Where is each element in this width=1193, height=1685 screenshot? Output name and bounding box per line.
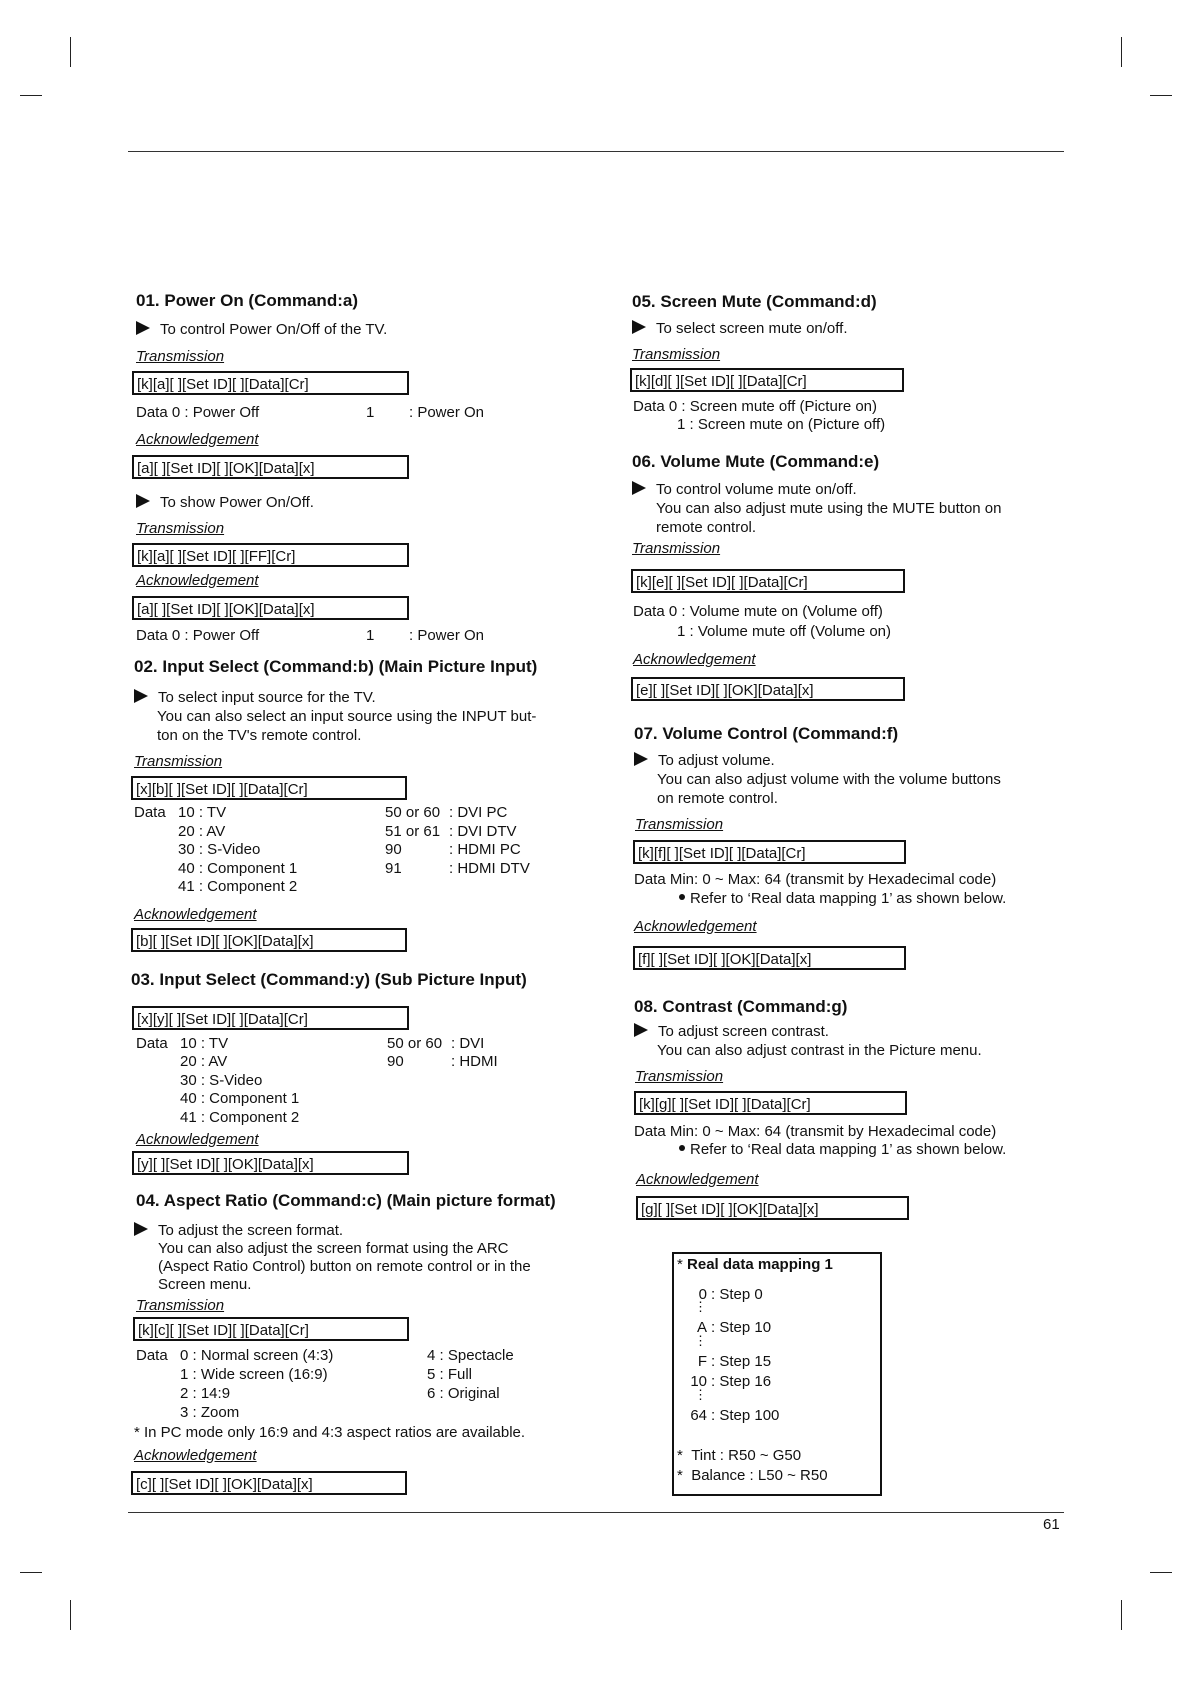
triangle-bullet-icon <box>134 1222 148 1236</box>
bullet-dot-icon <box>679 1145 685 1151</box>
triangle-bullet-icon <box>634 752 648 766</box>
crop-mark <box>20 1572 42 1573</box>
section-03-data-label: Data <box>136 1035 168 1052</box>
section-06-ack-label: Acknowledgement <box>633 651 756 668</box>
mapping-vdots: ⋮ <box>694 1299 707 1314</box>
page-number: 61 <box>1043 1516 1060 1533</box>
section-04-transmission-label: Transmission <box>136 1297 225 1314</box>
section-04-ack-label: Acknowledgement <box>134 1447 257 1464</box>
section-01-data2-on-code: 1 <box>366 627 375 644</box>
section-01-title: 01. Power On (Command:a) <box>136 291 358 310</box>
section-05-data-2: 1 : Screen mute on (Picture off) <box>677 416 886 433</box>
section-08-bullet-1-line-2: You can also adjust contrast in the Picture menu. <box>657 1042 982 1059</box>
section-01-transmission-command: [k][a][ ][Set ID][ ][Data][Cr] <box>132 371 409 395</box>
section-04-bullet-1-line-2: You can also adjust the screen format using the ARC <box>158 1240 509 1257</box>
section-02-data-name: : DVI DTV <box>449 823 517 840</box>
section-05-transmission-command: [k][d][ ][Set ID][ ][Data][Cr] <box>630 368 904 392</box>
section-07-bullet-1-line-3: on remote control. <box>657 790 778 807</box>
section-08-transmission-command: [k][g][ ][Set ID][ ][Data][Cr] <box>634 1091 907 1115</box>
section-03-data-code: 50 or 60 <box>387 1035 443 1052</box>
section-01-data-off: Data 0 : Power Off <box>136 404 260 421</box>
mapping-step: : Step 15 <box>711 1353 772 1370</box>
mapping-vdots: ⋮ <box>694 1333 707 1348</box>
section-07-ack-command: [f][ ][Set ID][ ][OK][Data][x] <box>633 946 906 970</box>
crop-mark <box>20 95 42 96</box>
section-03-title: 03. Input Select (Command:y) (Sub Picture Input) <box>131 970 527 989</box>
section-01-ack-label: Acknowledgement <box>136 431 259 448</box>
section-07-ack-label: Acknowledgement <box>634 918 757 935</box>
section-04-transmission-command: [k][c][ ][Set ID][ ][Data][Cr] <box>133 1317 409 1341</box>
section-04-data-label: Data <box>136 1347 168 1364</box>
section-02-data-item: 40 : Component 1 <box>178 860 298 877</box>
section-01-bullet-2: To show Power On/Off. <box>136 494 314 511</box>
section-03-data-item: 10 : TV <box>180 1035 229 1052</box>
section-02-data-code: 50 or 60 <box>385 804 441 821</box>
crop-mark <box>1121 1600 1122 1630</box>
section-01-data-on: : Power On <box>409 404 485 421</box>
section-03-ack-command: [y][ ][Set ID][ ][OK][Data][x] <box>132 1151 409 1175</box>
section-02-title: 02. Input Select (Command:b) (Main Picture Input) <box>134 657 538 676</box>
mapping-title: * Real data mapping 1 <box>677 1256 833 1273</box>
section-06-transmission-command: [k][e][ ][Set ID][ ][Data][Cr] <box>631 569 905 593</box>
triangle-bullet-icon <box>136 321 150 335</box>
section-01-transmission-label: Transmission <box>136 348 225 365</box>
section-04-data-item: 5 : Full <box>427 1366 473 1383</box>
section-04-data-item: 2 : 14:9 <box>180 1385 231 1402</box>
header-rule <box>128 151 1064 152</box>
section-07-bullet-1: To adjust volume. <box>634 752 775 769</box>
crop-mark <box>1121 37 1122 67</box>
section-04-title: 04. Aspect Ratio (Command:c) (Main picture format) <box>136 1191 556 1210</box>
bullet-dot-icon <box>679 894 685 900</box>
section-06-bullet-1: To control volume mute on/off. <box>632 481 857 498</box>
section-02-data-code: 90 <box>385 841 402 858</box>
section-08-title: 08. Contrast (Command:g) <box>634 997 848 1016</box>
section-02-data-item: 41 : Component 2 <box>178 878 298 895</box>
section-06-title: 06. Volume Mute (Command:e) <box>632 452 880 471</box>
section-02-data-name: : HDMI DTV <box>449 860 530 877</box>
section-03-data-item: 40 : Component 1 <box>180 1090 300 1107</box>
triangle-bullet-icon <box>634 1023 648 1037</box>
section-08-bullet-1: To adjust screen contrast. <box>634 1023 829 1040</box>
section-02-transmission-label: Transmission <box>134 753 223 770</box>
section-05-data-1: Data 0 : Screen mute off (Picture on) <box>633 398 878 415</box>
section-04-data-item: 6 : Original <box>427 1385 500 1402</box>
footer-rule <box>128 1512 1064 1513</box>
mapping-step: : Step 10 <box>711 1319 772 1336</box>
section-02-bullet-1-line-3: ton on the TV's remote control. <box>157 727 362 744</box>
section-03-data-item: 20 : AV <box>180 1053 228 1070</box>
section-08-data-2: Refer to ‘Real data mapping 1’ as shown below. <box>679 1141 1006 1158</box>
real-data-mapping-box <box>672 1252 882 1496</box>
crop-mark <box>1150 1572 1172 1573</box>
section-05-transmission-label: Transmission <box>632 346 721 363</box>
mapping-vdots: ⋮ <box>694 1387 707 1402</box>
section-01-data2-on: : Power On <box>409 627 485 644</box>
crop-mark <box>70 1600 71 1630</box>
mapping-step: : Step 100 <box>711 1407 780 1424</box>
mapping-step: : Step 0 <box>711 1286 763 1303</box>
section-02-data-code: 91 <box>385 860 402 877</box>
section-01-bullet-1: To control Power On/Off of the TV. <box>136 321 387 338</box>
triangle-bullet-icon <box>632 481 646 495</box>
section-03-data-code: 90 <box>387 1053 404 1070</box>
section-01-ack-command: [a][ ][Set ID][ ][OK][Data][x] <box>132 455 409 479</box>
section-05-bullet-1: To select screen mute on/off. <box>632 320 848 337</box>
section-01-data-on-code: 1 <box>366 404 375 421</box>
section-02-data-item: 20 : AV <box>178 823 226 840</box>
section-02-data-name: : DVI PC <box>449 804 508 821</box>
crop-mark <box>1150 95 1172 96</box>
section-05-title: 05. Screen Mute (Command:d) <box>632 292 877 311</box>
section-03-data-name: : DVI <box>451 1035 485 1052</box>
mapping-step: : Step 16 <box>711 1373 772 1390</box>
section-04-bullet-1-line-4: Screen menu. <box>158 1276 252 1293</box>
section-04-bullet-1-line-3: (Aspect Ratio Control) button on remote control or in the <box>158 1258 531 1275</box>
mapping-code: F <box>697 1353 707 1370</box>
triangle-bullet-icon <box>136 494 150 508</box>
section-06-transmission-label: Transmission <box>632 540 721 557</box>
section-04-data-item: 1 : Wide screen (16:9) <box>180 1366 328 1383</box>
section-03-ack-label: Acknowledgement <box>136 1131 259 1148</box>
triangle-bullet-icon <box>632 320 646 334</box>
section-02-bullet-1: To select input source for the TV. <box>134 689 376 706</box>
mapping-code: 0 <box>698 1286 707 1303</box>
section-06-data-2: 1 : Volume mute off (Volume on) <box>677 623 892 640</box>
section-08-data-1: Data Min: 0 ~ Max: 64 (transmit by Hexadecimal code) <box>634 1123 997 1140</box>
section-02-bullet-1-line-2: You can also select an input source using the INPUT but- <box>157 708 537 725</box>
section-06-bullet-1-line-3: remote control. <box>656 519 757 536</box>
section-04-bullet-1: To adjust the screen format. <box>134 1222 343 1239</box>
section-07-transmission-label: Transmission <box>635 816 724 833</box>
section-02-data-label: Data <box>134 804 166 821</box>
section-02-transmission-command: [x][b][ ][Set ID][ ][Data][Cr] <box>131 776 407 800</box>
section-03-data-item: 41 : Component 2 <box>180 1109 300 1126</box>
mapping-balance: * Balance : L50 ~ R50 <box>677 1467 828 1484</box>
section-08-ack-command: [g][ ][Set ID][ ][OK][Data][x] <box>636 1196 909 1220</box>
section-01-ack2-label: Acknowledgement <box>136 572 259 589</box>
section-02-data-name: : HDMI PC <box>449 841 521 858</box>
section-04-data-item: 4 : Spectacle <box>427 1347 514 1364</box>
section-02-data-item: 10 : TV <box>178 804 227 821</box>
section-07-transmission-command: [k][f][ ][Set ID][ ][Data][Cr] <box>633 840 906 864</box>
mapping-tint: * Tint : R50 ~ G50 <box>677 1447 802 1464</box>
section-01-ack2-command: [a][ ][Set ID][ ][OK][Data][x] <box>132 596 409 620</box>
section-07-data-2: Refer to ‘Real data mapping 1’ as shown below. <box>679 890 1006 907</box>
section-02-data-code: 51 or 61 <box>385 823 441 840</box>
section-07-data-1: Data Min: 0 ~ Max: 64 (transmit by Hexadecimal code) <box>634 871 997 888</box>
section-08-transmission-label: Transmission <box>635 1068 724 1085</box>
section-01-data2-off: Data 0 : Power Off <box>136 627 260 644</box>
mapping-code: 64 <box>690 1407 707 1424</box>
section-04-data-item: 3 : Zoom <box>180 1404 240 1421</box>
section-06-data-1: Data 0 : Volume mute on (Volume off) <box>633 603 883 620</box>
mapping-code: A <box>696 1319 707 1336</box>
section-01-transmission2-command: [k][a][ ][Set ID][ ][FF][Cr] <box>132 543 409 567</box>
section-02-ack-command: [b][ ][Set ID][ ][OK][Data][x] <box>131 928 407 952</box>
section-07-bullet-1-line-2: You can also adjust volume with the volume buttons <box>657 771 1001 788</box>
section-01-transmission2-label: Transmission <box>136 520 225 537</box>
section-02-ack-label: Acknowledgement <box>134 906 257 923</box>
section-03-transmission-command: [x][y][ ][Set ID][ ][Data][Cr] <box>132 1006 409 1030</box>
section-06-ack-command: [e][ ][Set ID][ ][OK][Data][x] <box>631 677 905 701</box>
crop-mark <box>70 37 71 67</box>
section-03-data-item: 30 : S-Video <box>180 1072 263 1089</box>
section-02-data-item: 30 : S-Video <box>178 841 261 858</box>
section-07-title: 07. Volume Control (Command:f) <box>634 724 899 743</box>
section-08-ack-label: Acknowledgement <box>636 1171 759 1188</box>
section-03-data-name: : HDMI <box>451 1053 498 1070</box>
section-04-note: * In PC mode only 16:9 and 4:3 aspect ratios are available. <box>134 1424 526 1441</box>
section-04-data-item: 0 : Normal screen (4:3) <box>180 1347 334 1364</box>
triangle-bullet-icon <box>134 689 148 703</box>
mapping-code: 10 <box>690 1373 707 1390</box>
section-06-bullet-1-line-2: You can also adjust mute using the MUTE button on <box>656 500 1002 517</box>
section-04-ack-command: [c][ ][Set ID][ ][OK][Data][x] <box>131 1471 407 1495</box>
